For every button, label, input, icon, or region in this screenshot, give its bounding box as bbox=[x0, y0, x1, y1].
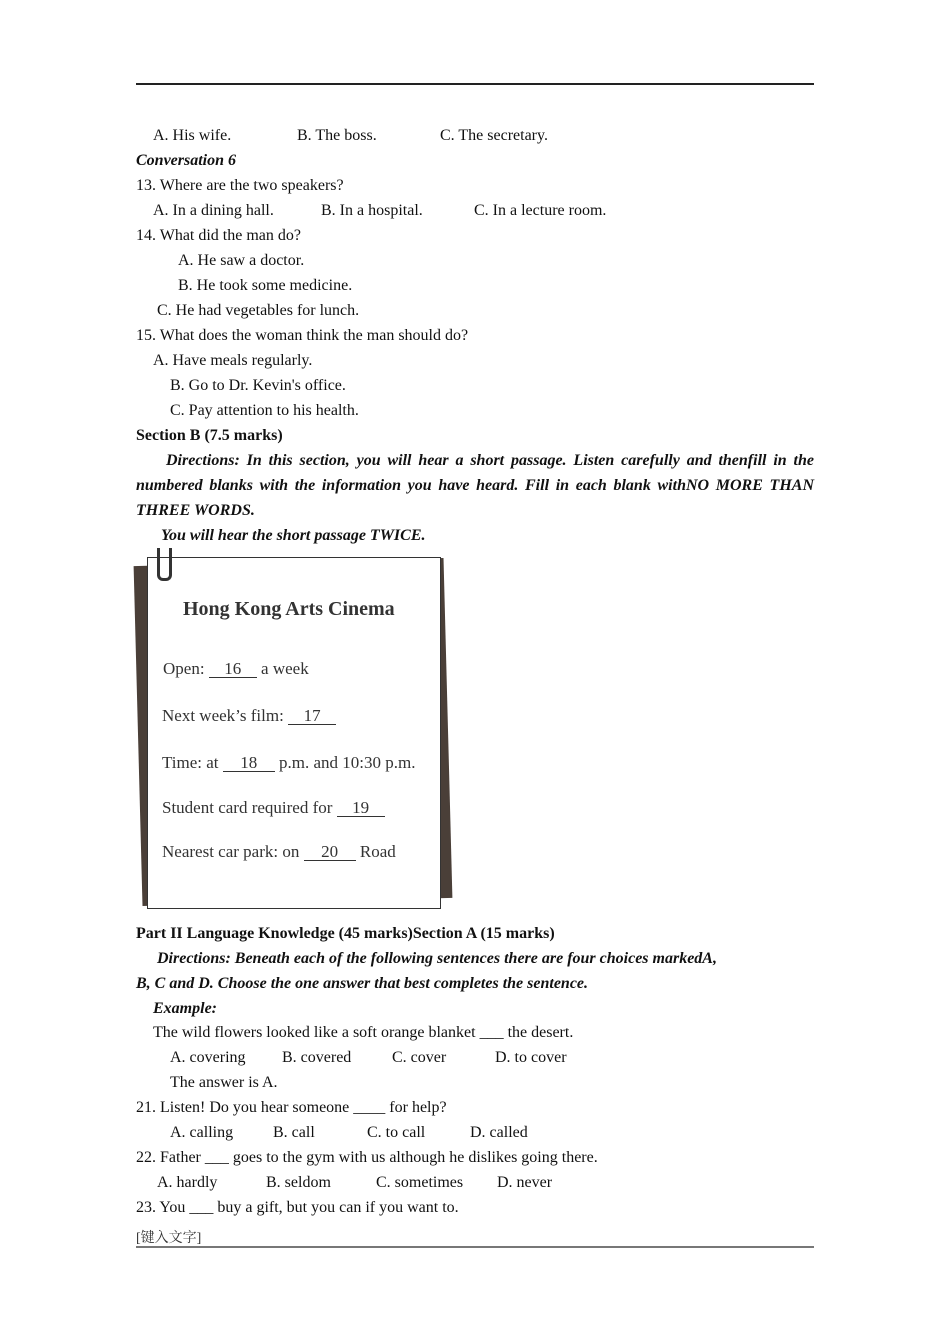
instruction: You will hear the short passage TWICE. bbox=[161, 527, 426, 544]
option: B. covered bbox=[282, 1049, 352, 1066]
option: A. In a dining hall. bbox=[153, 202, 274, 219]
question: 21. Listen! Do you hear someone ____ for help? bbox=[136, 1099, 447, 1116]
option: C. In a lecture room. bbox=[474, 202, 607, 219]
row-label: Time: at bbox=[162, 753, 219, 772]
conversation-heading: Conversation 6 bbox=[136, 152, 237, 169]
option: A. covering bbox=[170, 1049, 246, 1066]
option: A. calling bbox=[170, 1124, 234, 1141]
option: D. to cover bbox=[495, 1049, 567, 1066]
option: C. Pay attention to his health. bbox=[170, 402, 359, 419]
option: A. His wife. bbox=[153, 127, 232, 144]
directions: Directions: In this section, you will hear a short passage. Listen carefully and thenfill in the bbox=[166, 452, 814, 469]
question: 15. What does the woman think the man should do? bbox=[136, 327, 469, 344]
footer-placeholder[interactable]: [键入文字] bbox=[136, 1231, 202, 1246]
row-label: Student card required for bbox=[162, 798, 333, 817]
option: B. Go to Dr. Kevin's office. bbox=[170, 377, 346, 394]
option: A. hardly bbox=[157, 1174, 218, 1191]
option: B. The boss. bbox=[297, 127, 377, 144]
part-heading: Part II Language Knowledge (45 marks)Section A (15 marks) bbox=[136, 925, 555, 942]
blank: 16 bbox=[209, 660, 257, 678]
question: 14. What did the man do? bbox=[136, 227, 301, 244]
option: A. Have meals regularly. bbox=[153, 352, 313, 369]
option: C. sometimes bbox=[376, 1174, 464, 1191]
question: 22. Father ___ goes to the gym with us although he dislikes going there. bbox=[136, 1149, 598, 1166]
card-row bbox=[162, 706, 336, 726]
example-answer: The answer is A. bbox=[170, 1074, 278, 1091]
row-label: Next week’s film: bbox=[162, 706, 284, 725]
row-suffix: a week bbox=[261, 659, 309, 678]
option: B. In a hospital. bbox=[321, 202, 423, 219]
example-label: Example: bbox=[153, 1000, 217, 1017]
option: D. called bbox=[470, 1124, 528, 1141]
card-row bbox=[162, 753, 416, 773]
header-rule bbox=[136, 83, 814, 85]
row-label: Nearest car park: on bbox=[162, 842, 300, 861]
directions: B, C and D. Choose the one answer that best completes the sentence. bbox=[136, 975, 589, 992]
blank: 19 bbox=[337, 799, 385, 817]
option: C. to call bbox=[367, 1124, 426, 1141]
example-question: The wild flowers looked like a soft orange blanket ___ the desert. bbox=[153, 1024, 574, 1041]
option: A. He saw a doctor. bbox=[178, 252, 305, 269]
option: B. call bbox=[273, 1124, 315, 1141]
directions: numbered blanks with the information you have heard. Fill in each blank withNO MORE THAN bbox=[136, 477, 814, 494]
option: B. seldom bbox=[266, 1174, 331, 1191]
directions: Directions: Beneath each of the following sentences there are four choices markedA, bbox=[157, 950, 717, 967]
paperclip-icon bbox=[157, 548, 172, 581]
footer-rule bbox=[136, 1246, 814, 1248]
question: 23. You ___ buy a gift, but you can if you want to. bbox=[136, 1199, 459, 1216]
option: C. cover bbox=[392, 1049, 447, 1066]
option: C. The secretary. bbox=[440, 127, 548, 144]
blank: 18 bbox=[223, 754, 275, 772]
card-row bbox=[162, 842, 396, 862]
row-suffix: Road bbox=[359, 842, 396, 861]
blank: 17 bbox=[288, 707, 336, 725]
section-heading: Section B (7.5 marks) bbox=[136, 427, 283, 444]
card-row bbox=[163, 659, 309, 679]
option: D. never bbox=[497, 1174, 553, 1191]
question: 13. Where are the two speakers? bbox=[136, 177, 344, 194]
card-row bbox=[162, 798, 385, 818]
card-title: Hong Kong Arts Cinema bbox=[183, 598, 395, 620]
option: C. He had vegetables for lunch. bbox=[157, 302, 360, 319]
blank: 20 bbox=[304, 843, 356, 861]
option: B. He took some medicine. bbox=[178, 277, 353, 294]
row-suffix: p.m. and 10:30 p.m. bbox=[279, 753, 416, 772]
directions: THREE WORDS. bbox=[136, 502, 255, 519]
row-label: Open: bbox=[163, 659, 205, 678]
